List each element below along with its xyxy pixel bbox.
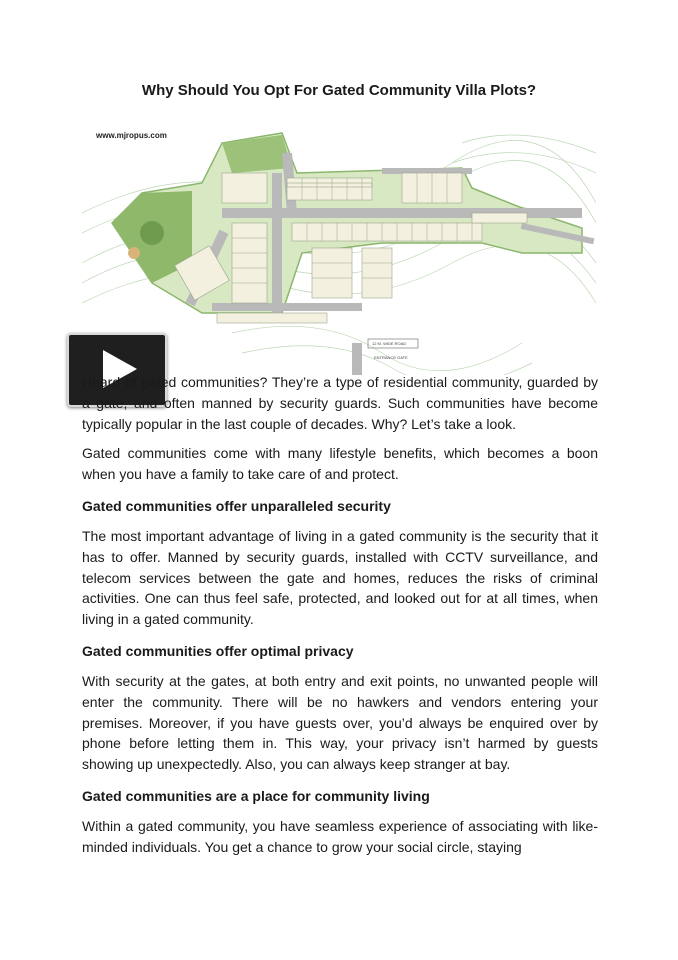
section-heading-privacy: Gated communities offer optimal privacy <box>82 643 354 659</box>
page-title: Why Should You Opt For Gated Community Villa Plots? <box>141 82 537 99</box>
benefits-paragraph: Gated communities come with many lifestyle benefits, which becomes a boon when you have a family to take care of and protect. <box>82 445 598 482</box>
intro-paragraph: Heard of gated communities? They’re a type of residential community, guarded by a gate, and often manned by security guards. Such communities have become typically popular in the last couple of decades. Why? Let’s take a look. <box>82 374 598 432</box>
park-feature <box>140 221 164 245</box>
section-body-security: The most important advantage of living in a gated community is the security that it has to offer. Manned by security guards, installed with CCTV surveillance, and telecom services between the gate and homes, reduces the risks of criminal activities. One can thus feel safe, protected, and looked out for at all times, when living in a gated community. <box>82 528 598 628</box>
section-heading-community: Gated communities are a place for community living <box>82 788 430 804</box>
road-label: 12 M. WIDE ROAD <box>372 341 407 346</box>
section-body-privacy: With security at the gates, at both entry and exit points, no unwanted people will enter the community. There will be no hawkers and vendors entering your premises. Moreover, if you have guests over, you’d always be enquired over by phone before letting them in. This way, your privacy isn’t harmed by guests showing up unexpectedly. Also, you can always keep stranger at bay. <box>82 673 598 773</box>
park-feature <box>128 247 140 259</box>
gate-label: ENTRANCE GATE <box>374 355 408 360</box>
section-heading-security: Gated communities offer unparalleled security <box>82 498 391 514</box>
section-body-community: Within a gated community, you have seamless experience of associating with like-minded individuals. You get a chance to grow your social circle, staying <box>82 818 598 855</box>
image-watermark: www.mjropus.com <box>96 131 167 140</box>
